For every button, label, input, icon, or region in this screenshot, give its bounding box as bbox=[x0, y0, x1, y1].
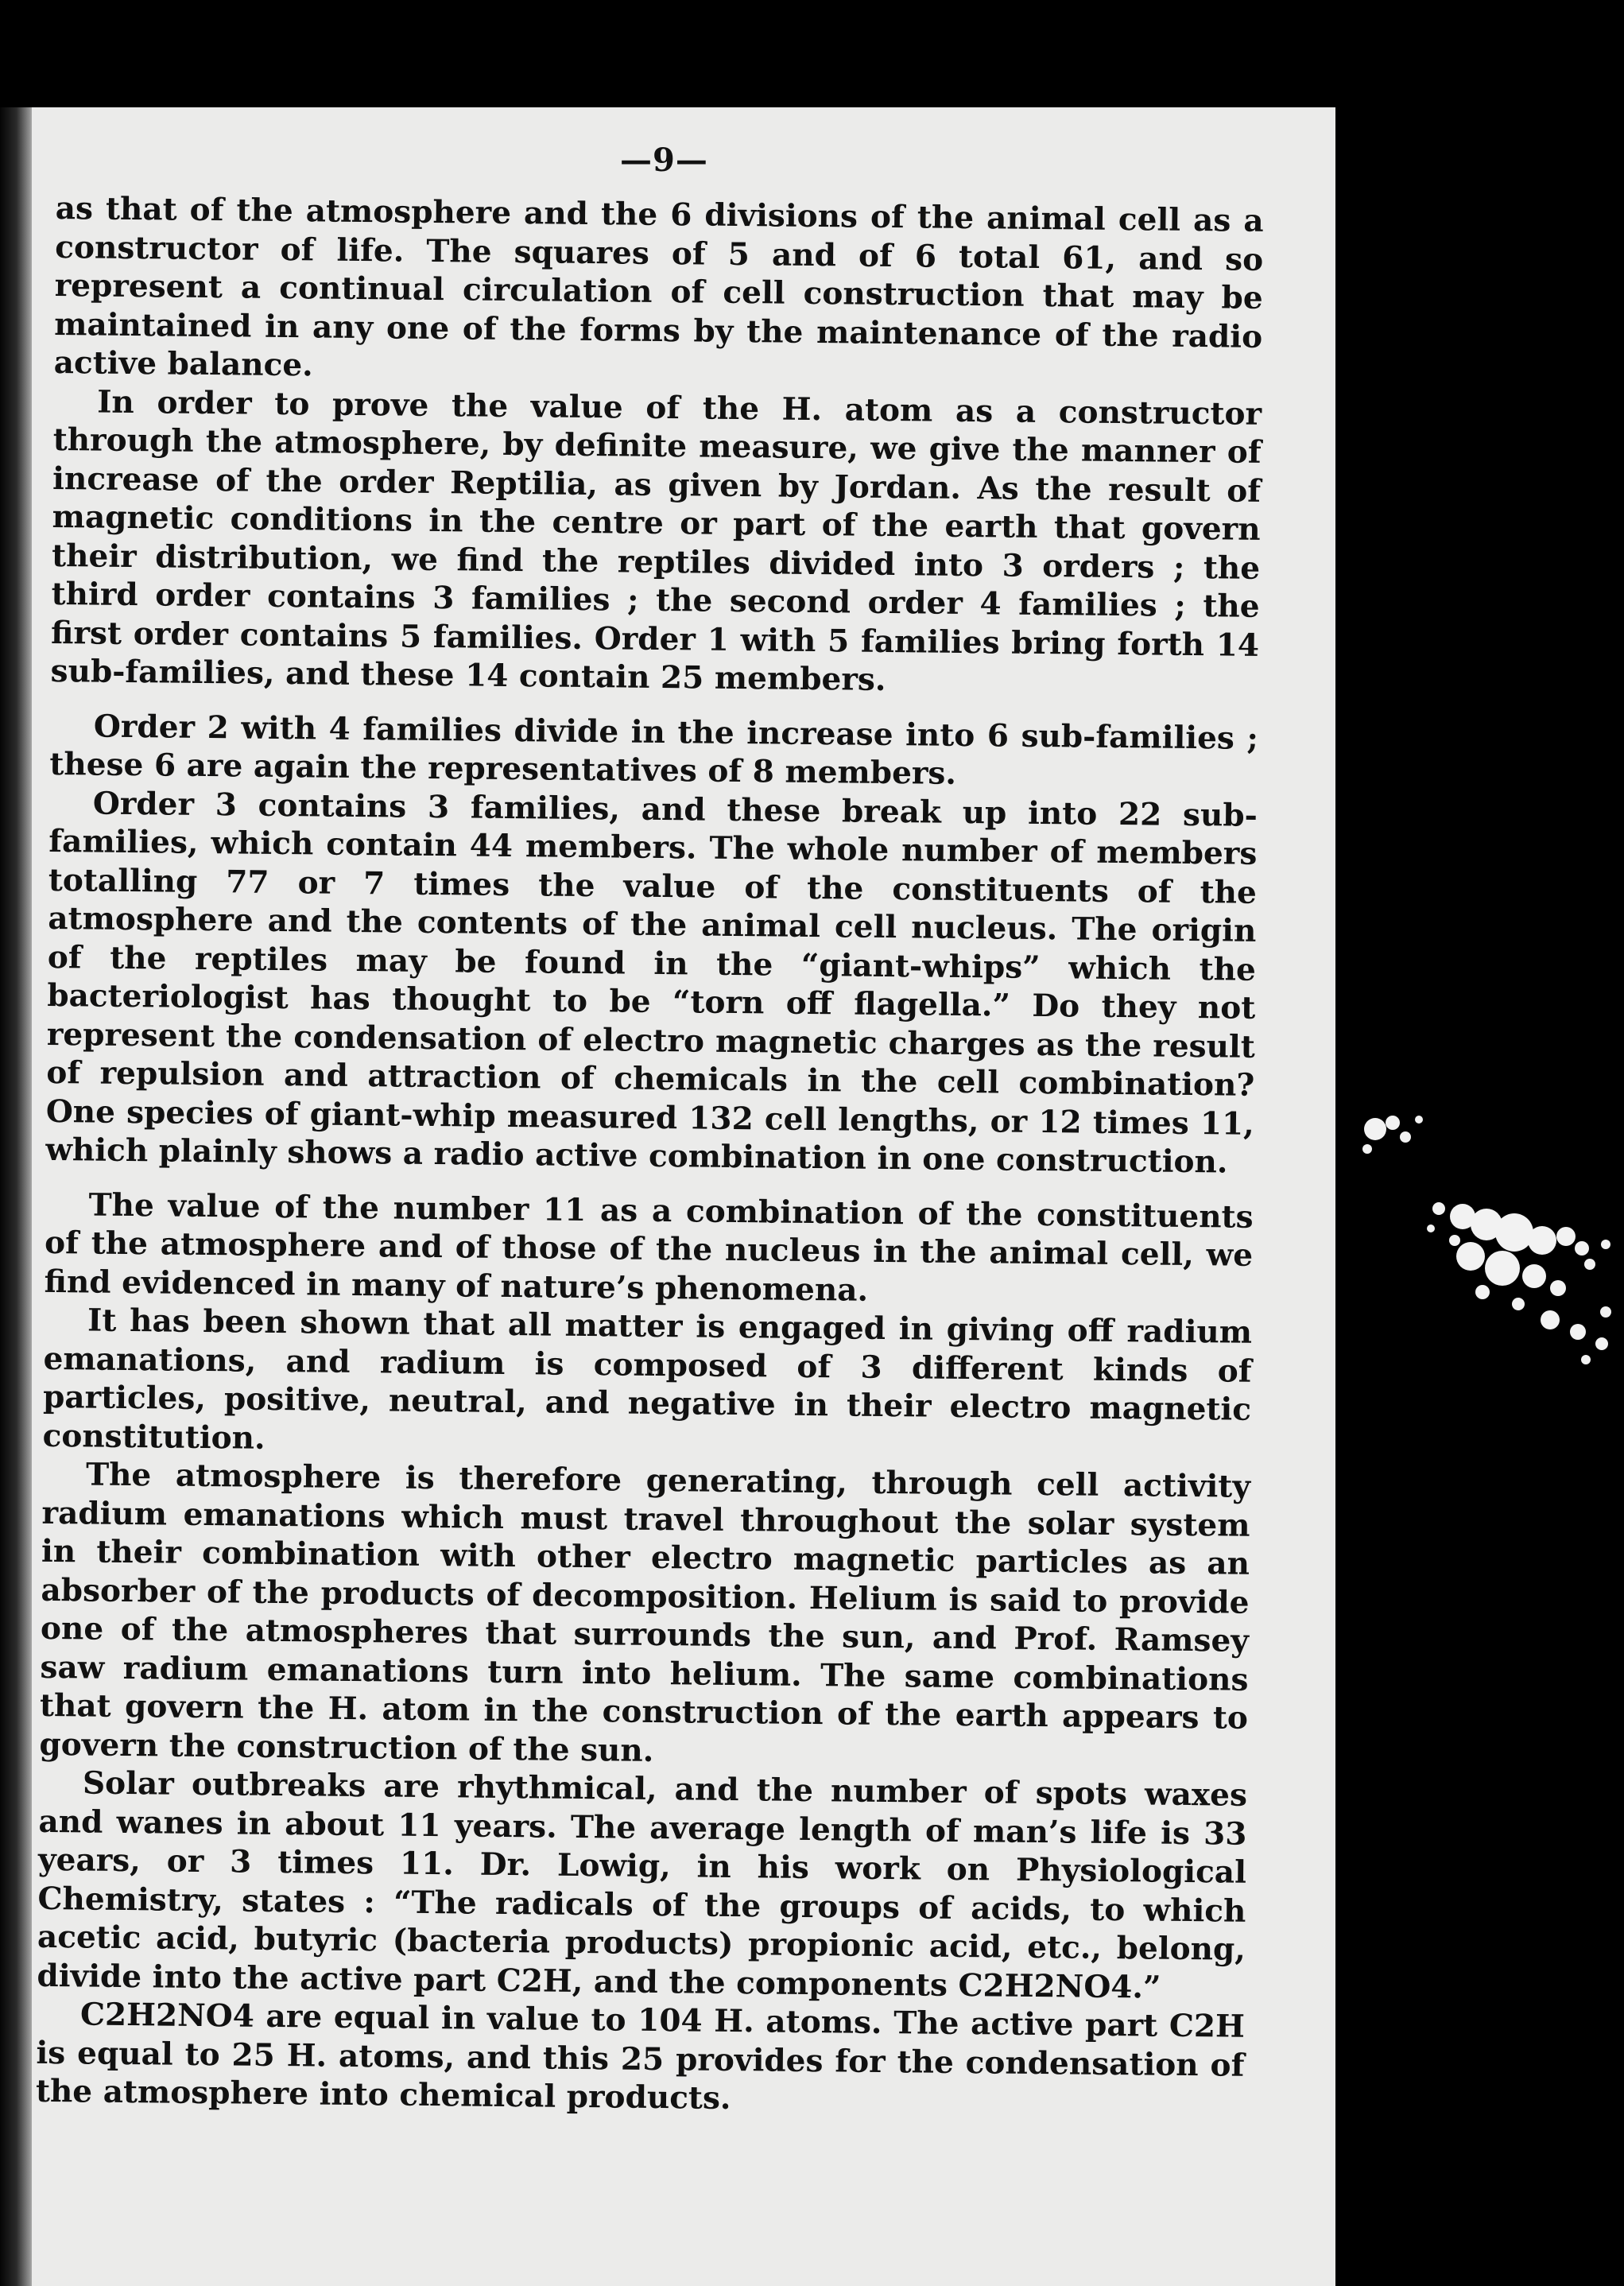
scan-noise-speckle bbox=[1343, 1105, 1624, 1407]
paragraph-5: The value of the number 11 as a combination of the constituents of the atmosphere and of those of the nucleus in the animal cell, we find evidenced in many of nature’s phenomena. bbox=[44, 1186, 1254, 1309]
paragraph-8: Solar outbreaks are rhythmical, and the number of spots waxes and wanes in about 11 years. The average length of man’s life is 33 years, or 3 times 11. Dr. Lowig, in his work on Physiological Chemistry, states : “The radicals of the groups of acids, to which acetic acid, butyric (bacteria products) propionic acid, etc., belong, divide into the active part C2H, and the components C2H2NO4.” bbox=[37, 1764, 1248, 2006]
paragraph-7: The atmosphere is therefore generating, through cell activity radium emanations which must travel throughout the solar system in their combination with other electro magnetic particles as an absorber of the products of decomposition. Helium is said to provide one of the atmospheres that surrounds the sun, and Prof. Ramsey saw radium emanations turn into helium. The same combinations that govern the H. atom in the construction of the earth appears to govern the construction of the sun. bbox=[39, 1456, 1251, 1769]
paragraph-1: as that of the atmosphere and the 6 divisions of the animal cell as a constructor of life. The squares of 5 and of 6 total 61, and so represent a continual circulation of cell construction that may be maintained in any one of the forms by the maintenance of the radio active balance. bbox=[53, 189, 1264, 384]
paragraph-6: It has been shown that all matter is engaged in giving off radium emanations, and radium is composed of 3 different kinds of particles, positive, neutral, and negative in their electro magnetic constitution. bbox=[42, 1302, 1253, 1457]
page-number: —9— bbox=[620, 142, 708, 179]
paragraph-2: In order to prove the value of the H. atom as a constructor through the atmosphere, by definite measure, we give the manner of increase of the order Reptilia, as given by Jordan. As the result of magnetic conditions in the centre or part of the earth that govern their distribution, we find the reptiles divided into 3 orders ; the third order contains 3 families ; the second order 4 families ; the first order contains 5 families. Order 1 with 5 families bring forth 14 sub-families, and these 14 contain 25 members. bbox=[50, 383, 1262, 698]
paragraph-3: Order 2 with 4 families divide in the increase into 6 sub-families ; these 6 are again the representatives of 8 members. bbox=[49, 708, 1259, 792]
body-text bbox=[36, 189, 1264, 2123]
paragraph-9: C2H2NO4 are equal in value to 104 H. atoms. The active part C2H is equal to 25 H. atoms, and this 25 provides for the condensation of the atmosphere into chemical products. bbox=[35, 1996, 1246, 2117]
paragraph-4: Order 3 contains 3 families, and these break up into 22 sub-families, which contain 44 members. The whole number of members totalling 77 or 7 times the value of the constituents of the atmosphere and the contents of the animal cell nucleus. The origin of the reptiles may be found in the “giant-whips” which the bacteriologist has thought to be “torn off flagella.” Do they not represent the condensation of electro magnetic charges as the result of repulsion and attraction of chemicals in the cell combination? One species of giant-whip measured 132 cell lengths, or 12 times 11, which plainly shows a radio active combination in one construction. bbox=[45, 785, 1258, 1181]
